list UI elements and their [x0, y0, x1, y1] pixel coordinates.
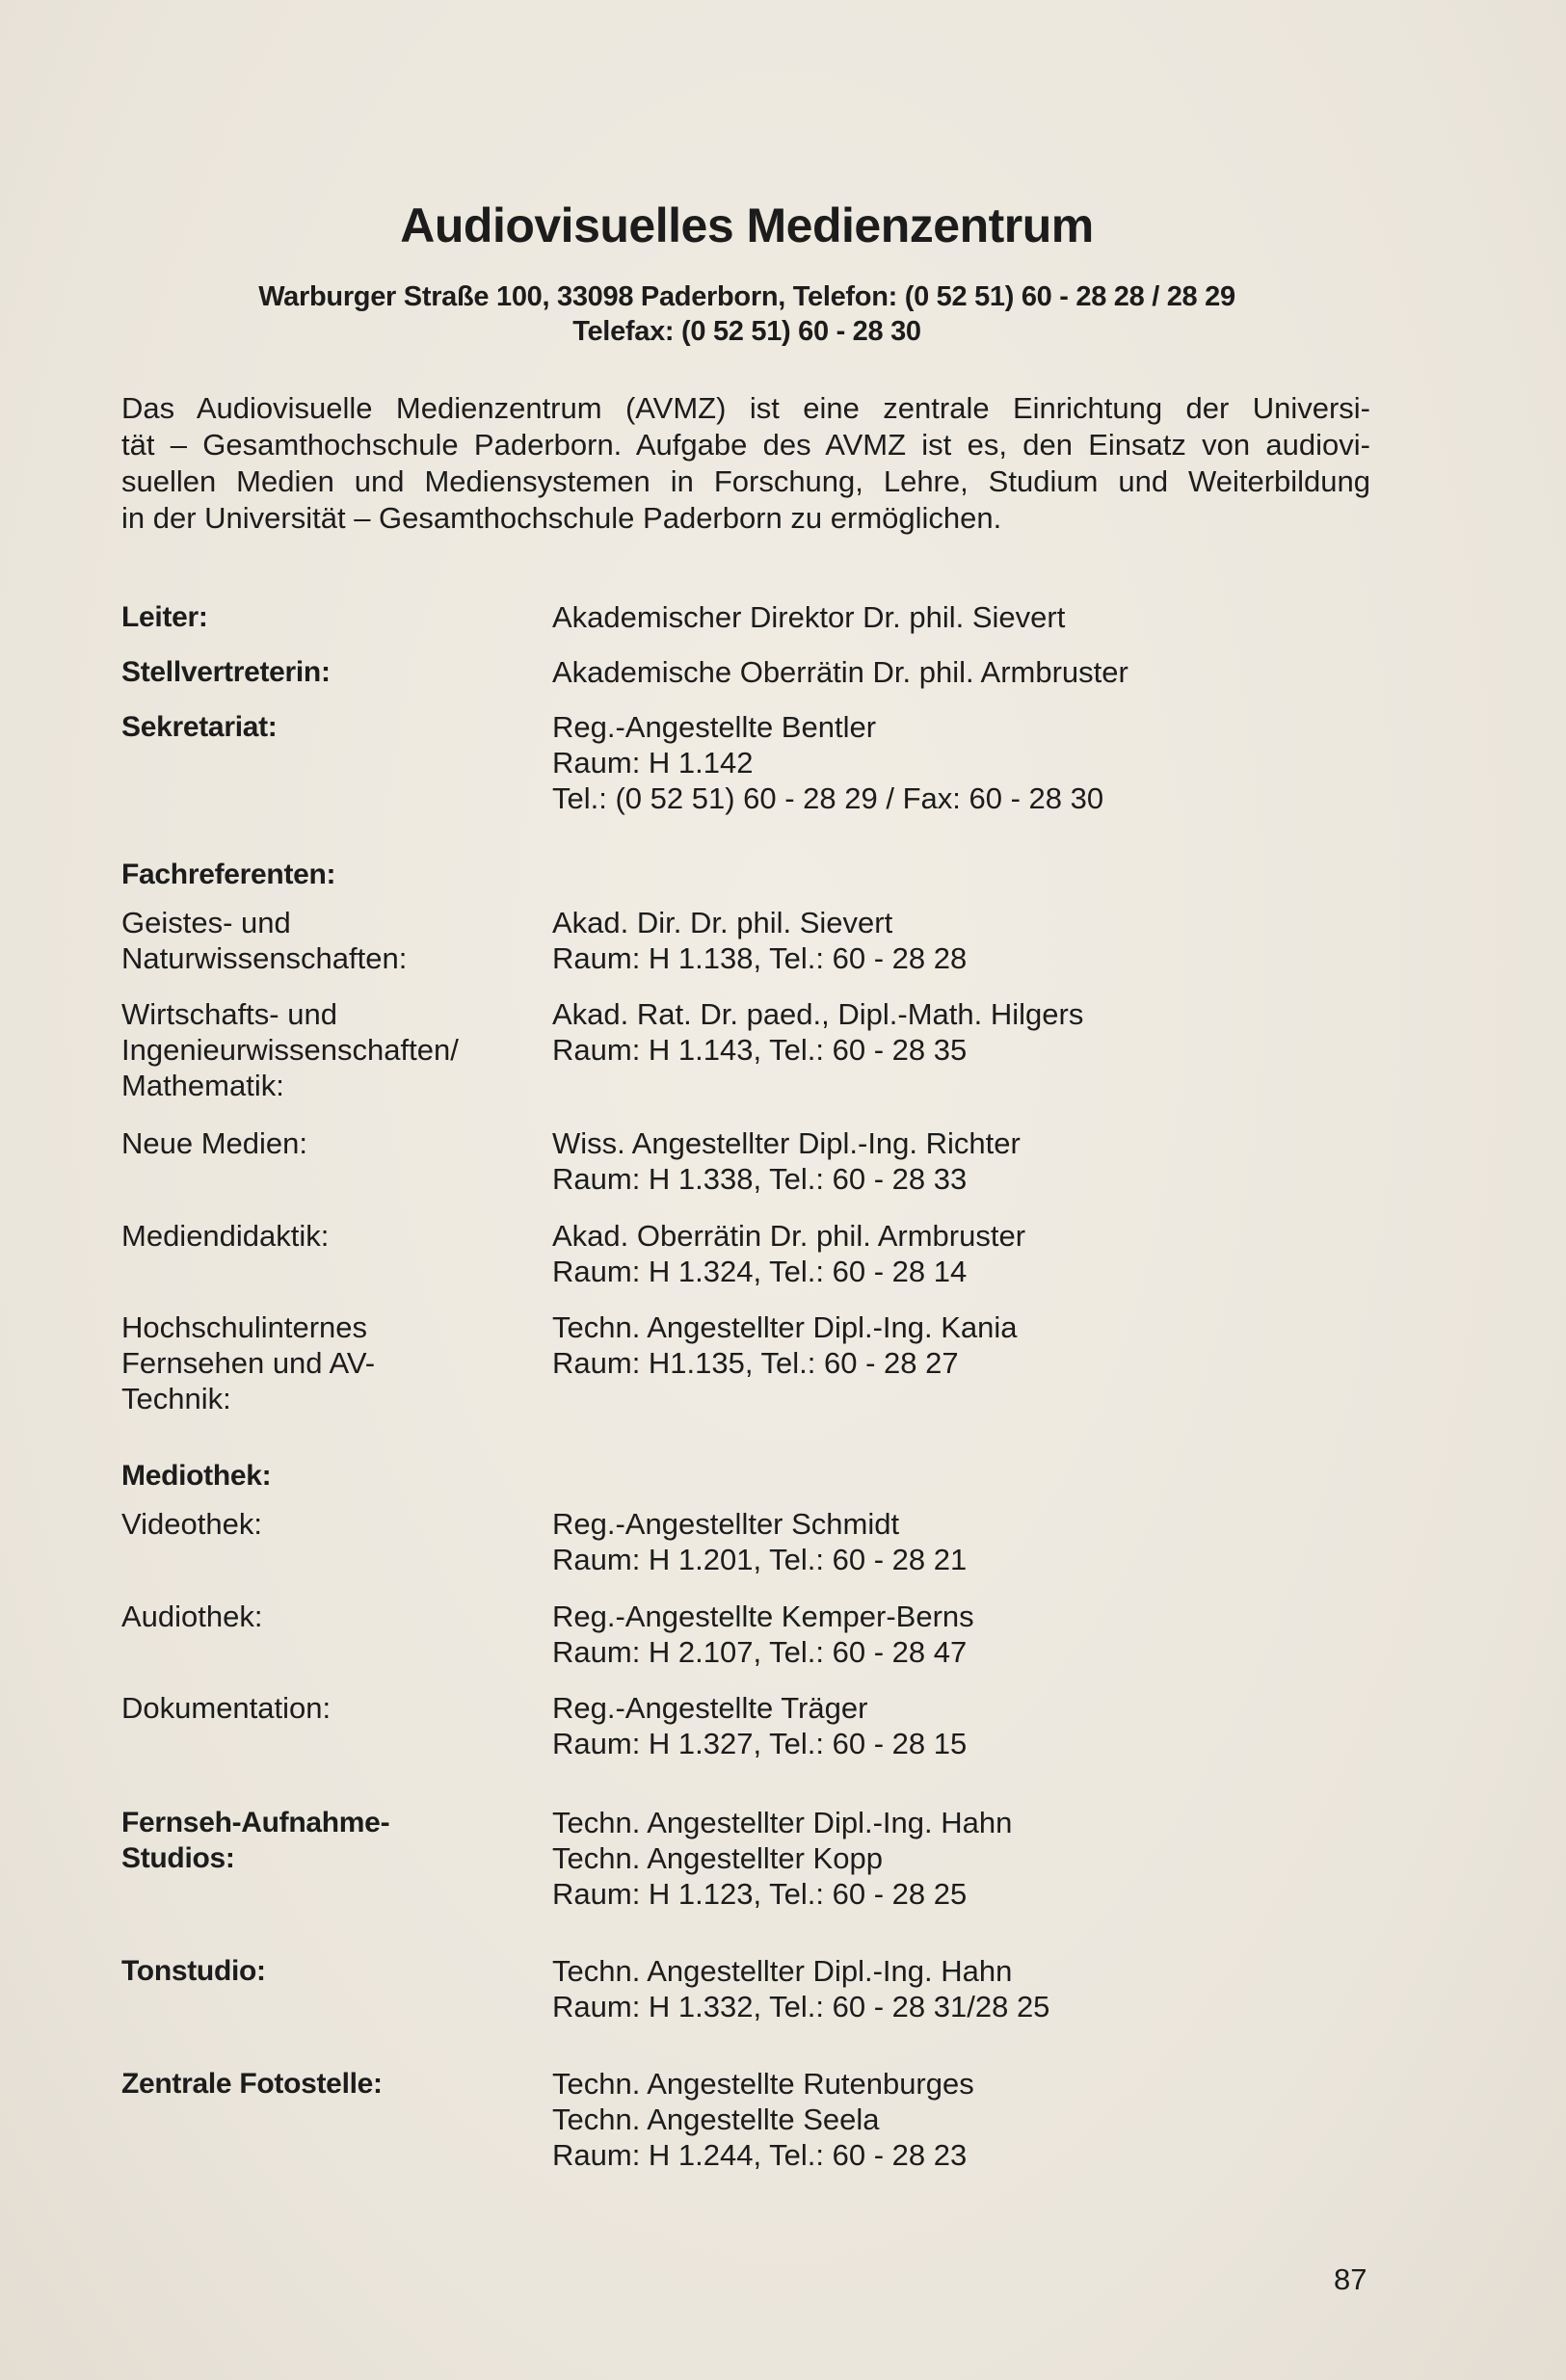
section-heading-mediothek: Mediothek: [121, 1460, 272, 1492]
value-line: Tel.: (0 52 51) 60 - 28 29 / Fax: 60 - 28 30 [552, 781, 1104, 815]
entry-value [552, 1125, 1420, 1197]
entry-label: Audiothek: [121, 1600, 263, 1633]
entry-value [552, 1599, 1420, 1670]
entry-label: Zentrale Fotostelle: [121, 2068, 383, 2100]
address-line: Warburger Straße 100, 33098 Paderborn, Telefon: (0 52 51) 60 - 28 28 / 28 29 [258, 281, 1235, 312]
value-line: Akad. Dir. Dr. phil. Sievert [552, 906, 893, 939]
entry-label: Dokumentation: [121, 1691, 332, 1725]
label-line: Naturwissenschaften: [121, 941, 408, 975]
entry-label [121, 996, 526, 1103]
entry-label: Leiter: [121, 601, 208, 633]
fax-line: Telefax: (0 52 51) 60 - 28 30 [572, 316, 921, 347]
entry-value [552, 1309, 1420, 1381]
value-line: Wiss. Angestellter Dipl.-Ing. Richter [552, 1126, 1021, 1160]
value-line: Raum: H 2.107, Tel.: 60 - 28 47 [552, 1635, 968, 1669]
value-line: Raum: H1.135, Tel.: 60 - 28 27 [552, 1346, 959, 1380]
value-line: Raum: H 1.143, Tel.: 60 - 28 35 [552, 1033, 968, 1067]
label-line: Hochschulinternes [121, 1310, 368, 1344]
value-line: Techn. Angestellter Dipl.-Ing. Kania [552, 1310, 1018, 1344]
value-line: Techn. Angestellter Kopp [552, 1841, 883, 1875]
label-line: Geistes- und [121, 906, 291, 939]
intro-paragraph [121, 390, 1370, 537]
value-line: Raum: H 1.327, Tel.: 60 - 28 15 [552, 1727, 968, 1760]
label-line: Wirtschafts- und [121, 997, 337, 1031]
page-number: 87 [1334, 2262, 1367, 2296]
entry-value [552, 1805, 1420, 1912]
label-line: Ingenieurwissenschaften/ [121, 1033, 459, 1067]
entry-value [552, 1690, 1420, 1761]
value-line: Reg.-Angestellte Bentler [552, 710, 877, 744]
value-line: Raum: H 1.142 [552, 746, 754, 780]
label-line: Studios: [121, 1842, 235, 1874]
intro-line: in der Universität – Gesamthochschule Paderborn zu ermöglichen. [121, 501, 1002, 535]
value-line: Raum: H 1.324, Tel.: 60 - 28 14 [552, 1255, 968, 1288]
value-line: Techn. Angestellte Rutenburges [552, 2067, 974, 2101]
value-line: Reg.-Angestellter Schmidt [552, 1507, 900, 1541]
entry-label [121, 1218, 526, 1254]
entry-value [552, 2066, 1420, 2173]
entry-label [121, 1125, 526, 1161]
label-line: Fernsehen und AV- [121, 1346, 376, 1380]
section-heading-fachreferenten: Fachreferenten: [121, 859, 336, 890]
entry-value [552, 905, 1420, 976]
value-line: Reg.-Angestellte Träger [552, 1691, 868, 1725]
value-line: Raum: H 1.332, Tel.: 60 - 28 31/28 25 [552, 1990, 1050, 2023]
entry-label: Videothek: [121, 1507, 262, 1541]
entry-value [552, 1218, 1420, 1289]
entry-value [552, 1506, 1420, 1577]
label-line: Mathematik: [121, 1069, 284, 1102]
value-line: Akad. Oberrätin Dr. phil. Armbruster [552, 1219, 1026, 1253]
value-line: Techn. Angestellter Dipl.-Ing. Hahn [552, 1806, 1013, 1839]
entry-label [121, 905, 526, 976]
label-line: Neue Medien: [121, 1126, 308, 1160]
entry-label: Tonstudio: [121, 1955, 266, 1987]
entry-label: Stellvertreterin: [121, 656, 331, 688]
entry-value [552, 709, 1420, 816]
entry-value [552, 599, 1420, 635]
label-line: Technik: [121, 1382, 231, 1415]
intro-line: Das Audiovisuelle Medienzentrum (AVMZ) ist eine zentrale Einrichtung der Universi- [121, 391, 1370, 425]
label-line: Fernseh-Aufnahme- [121, 1807, 390, 1838]
value-line: Raum: H 1.338, Tel.: 60 - 28 33 [552, 1162, 968, 1196]
entry-value [552, 996, 1420, 1068]
value-line: Raum: H 1.138, Tel.: 60 - 28 28 [552, 941, 968, 975]
label-line: Mediendidaktik: [121, 1219, 330, 1253]
value-line: Raum: H 1.201, Tel.: 60 - 28 21 [552, 1543, 968, 1576]
value-line: Raum: H 1.244, Tel.: 60 - 28 23 [552, 2138, 968, 2172]
value-line: Akademische Oberrätin Dr. phil. Armbruster [552, 655, 1128, 689]
value-line: Techn. Angestellter Dipl.-Ing. Hahn [552, 1954, 1013, 1988]
entry-label: Sekretariat: [121, 711, 278, 743]
value-line: Akademischer Direktor Dr. phil. Sievert [552, 600, 1066, 634]
entry-label [121, 1805, 526, 1876]
value-line: Raum: H 1.123, Tel.: 60 - 28 25 [552, 1877, 968, 1911]
value-line: Reg.-Angestellte Kemper-Berns [552, 1600, 974, 1633]
intro-line: suellen Medien und Mediensystemen in Forschung, Lehre, Studium und Weiterbildung [121, 464, 1370, 498]
page-title: Audiovisuelles Medienzentrum [400, 198, 1094, 252]
intro-line: tät – Gesamthochschule Paderborn. Aufgabe des AVMZ ist es, den Einsatz von audiovi- [121, 428, 1370, 462]
entry-value [552, 654, 1420, 690]
entry-value [552, 1953, 1420, 2024]
entry-label [121, 1309, 526, 1416]
value-line: Akad. Rat. Dr. paed., Dipl.-Math. Hilgers [552, 997, 1084, 1031]
value-line: Techn. Angestellte Seela [552, 2102, 880, 2136]
